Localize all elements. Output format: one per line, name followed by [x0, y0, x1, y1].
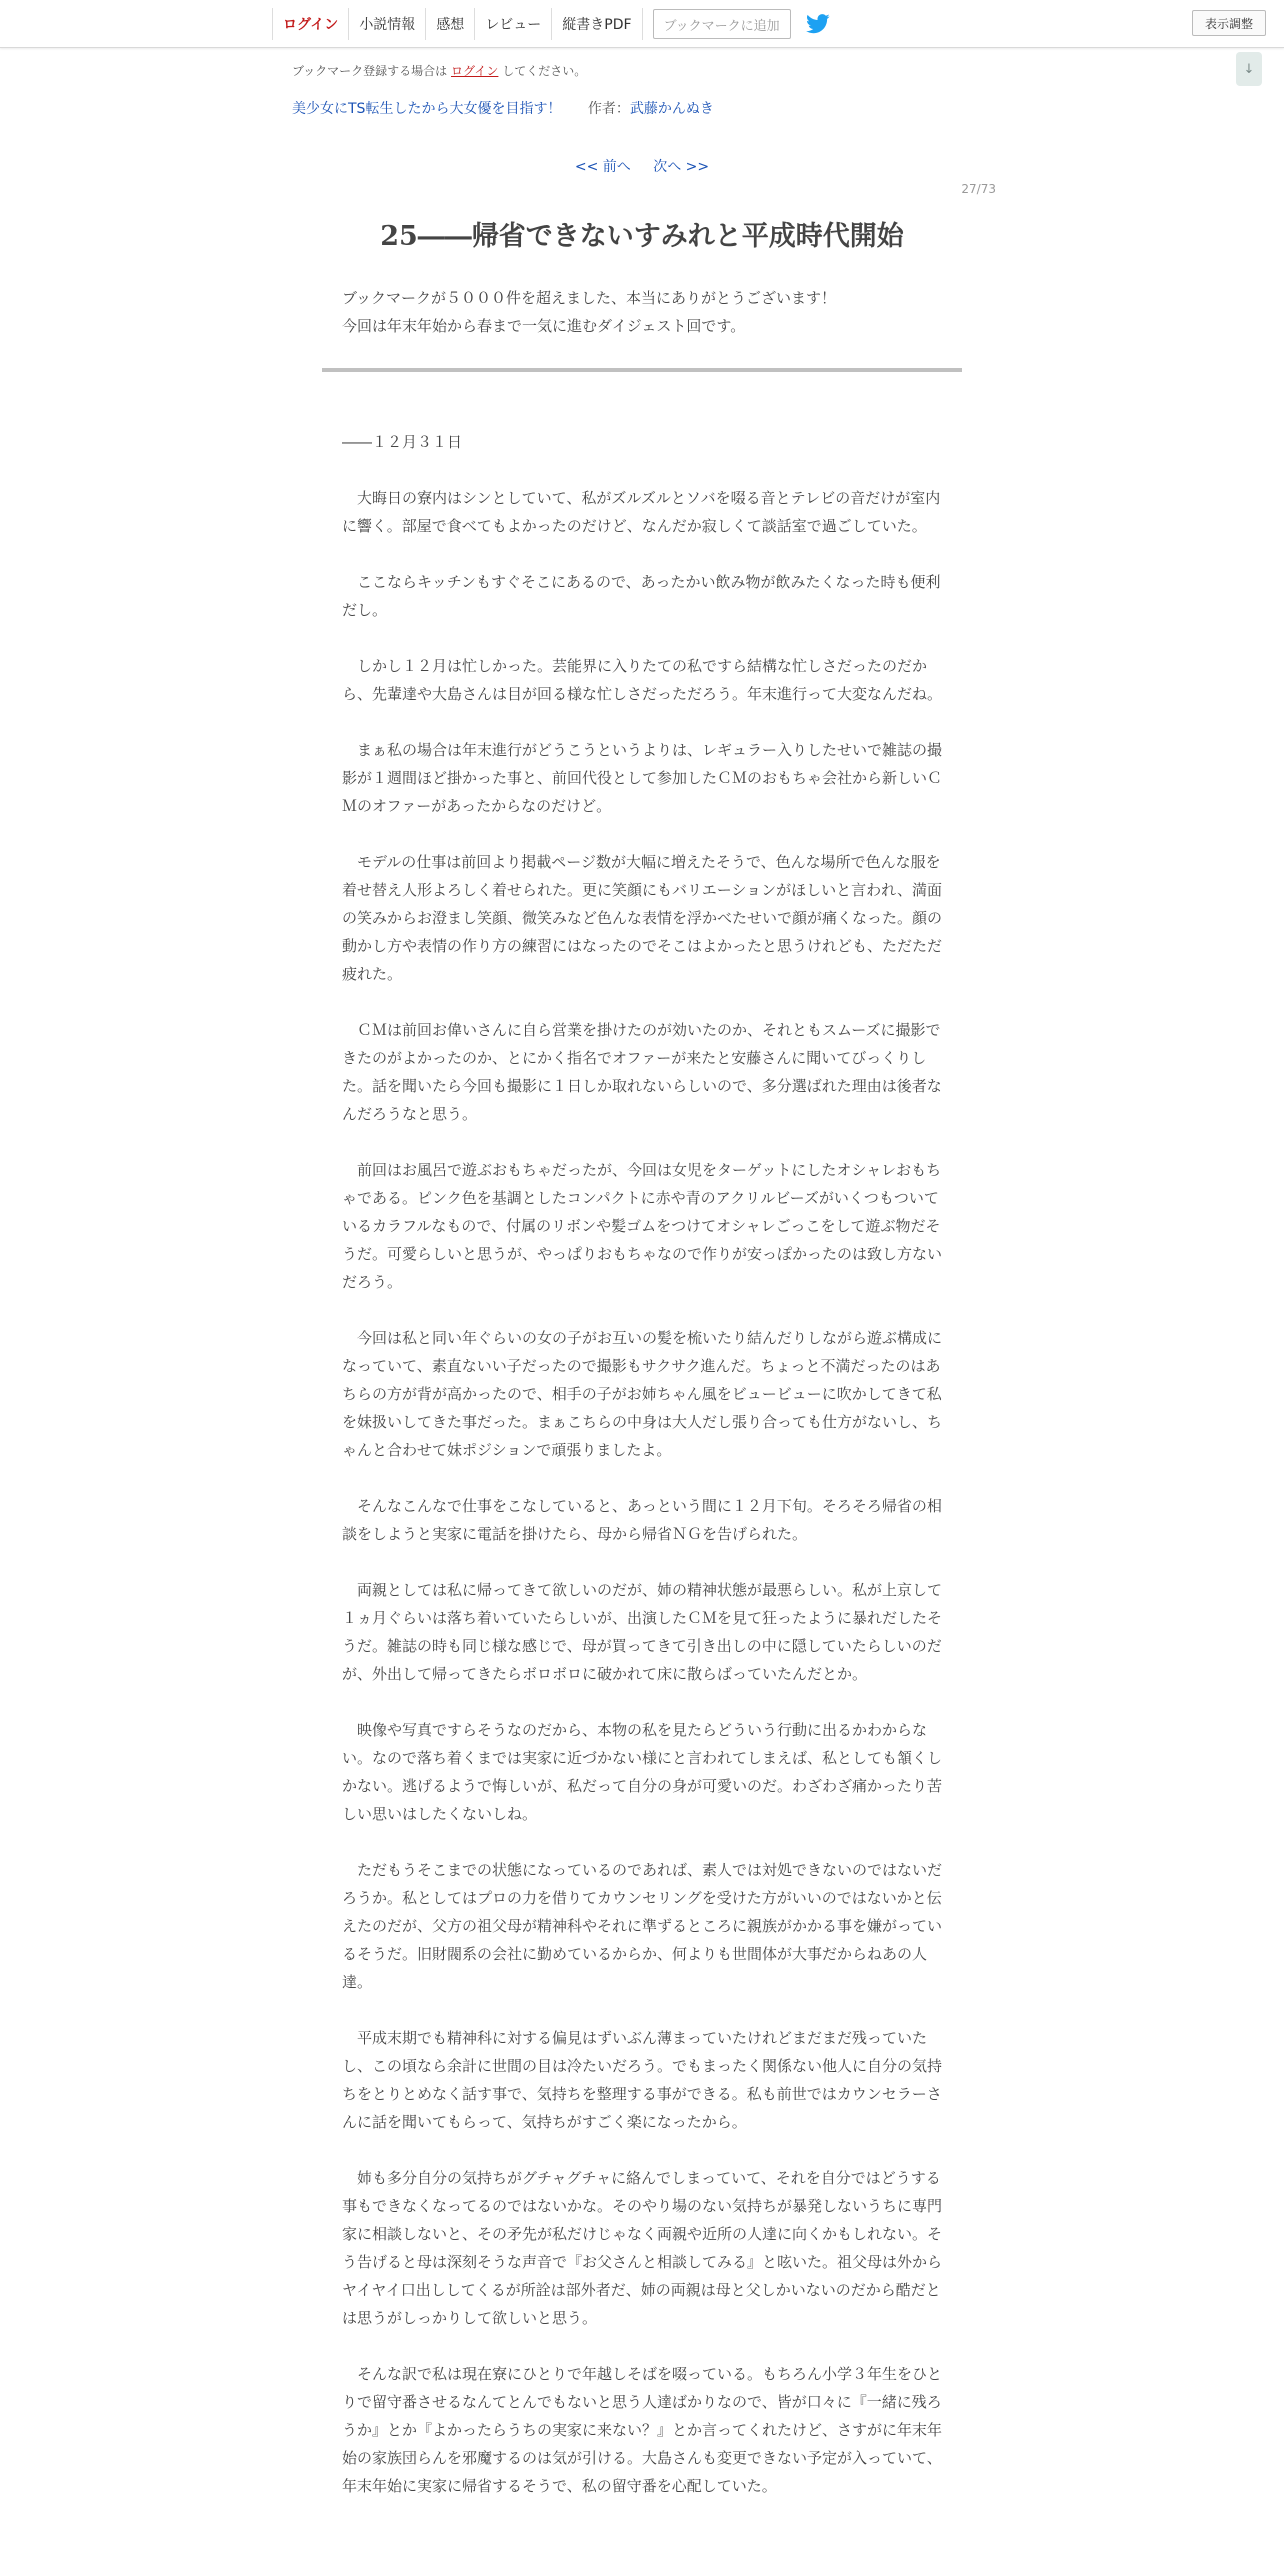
body-paragraph: 平成末期でも精神科に対する偏見はずいぶん薄まっていたけれどまだまだ残っていたし、この頃なら余計に世間の目は冷たいだろう。でもまったく関係ない他人に自分の気持ちをとりとめなく話す事で、気持ちを整理する事ができる。私も前世ではカウンセラーさんに話を聞いてもらって、気持ちがすごく楽になったから。 [342, 2029, 943, 2131]
pager [0, 156, 1284, 176]
body-paragraph: 大晦日の寮内はシンとしていて、私がズルズルとソバを啜る音とテレビの音だけが室内に響く。部屋で食べてもよかったのだけど、なんだか寂しくて談話室で過ごしていた。 [342, 489, 941, 535]
preface-line: ブックマークが５０００件を超えました、本当にありがとうございます！ [342, 289, 836, 307]
body-paragraph: しかし１２月は忙しかった。芸能界に入りたての私ですら結構な忙しさだったのだから、先輩達や大島さんは目が回る様な忙しさだっただろう。年末進行って大変なんだね。 [342, 657, 943, 703]
notice-prefix: ブックマーク登録する場合は [292, 64, 448, 78]
body-paragraph: そんなこんなで仕事をこなしていると、あっという間に１２月下旬。そろそろ帰省の相談をしようと実家に電話を掛けたら、母から帰省ＮＧを告げられた。 [342, 1497, 942, 1543]
notice-suffix: してください。 [502, 64, 587, 78]
next-page-link[interactable]: 次へ >> [653, 159, 710, 175]
scroll-down-tab[interactable]: ↓ [1236, 52, 1262, 86]
twitter-bird-icon[interactable] [805, 13, 831, 35]
login-link[interactable]: ログイン [272, 8, 348, 40]
chapter-body [342, 428, 942, 2528]
notice-login-link[interactable]: ログイン [451, 64, 499, 78]
body-paragraph: 姉も多分自分の気持ちがグチャグチャに絡んでしまっていて、それを自分ではどうする事もできなくなってるのではないかな。そのやり場のない気持ちが暴発しないうちに専門家に相談しないと、その矛先が私だけじゃなく両親や近所の人達に向くかもしれない。そう告げると母は深刻そうな声音で『お父さんと相談してみる』と呟いた。祖父母は外からヤイヤイ口出ししてくるが所詮は部外者だ、姉の両親は母と父しかいないのだから酷だとは思うがしっかりして欲しいと思う。 [342, 2169, 943, 2327]
body-paragraph: ここならキッチンもすぐそこにあるので、あったかい飲み物が飲みたくなった時も便利だし。 [342, 573, 941, 619]
chapter-preface [342, 284, 942, 340]
body-paragraph: ＣＭは前回お偉いさんに自ら営業を掛けたのが効いたのか、それともスムーズに撮影できたのがよかったのか、とにかく指名でオファーが来たと安藤さんに聞いてびっくりした。話を聞いたら今回も撮影に１日しか取れないらしいので、多分選ばれた理由は後者なんだろうなと思う。 [342, 1021, 942, 1123]
novel-meta [292, 98, 714, 118]
body-paragraph: 前回はお風呂で遊ぶおもちゃだったが、今回は女児をターゲットにしたオシャレおもちゃである。ピンク色を基調としたコンパクトに赤や青のアクリルビーズがいくつもついているカラフルなもので、付属のリボンや髪ゴムをつけてオシャレごっこをして遊ぶ物だそうだ。可愛らしいと思うが、やっぱりおもちゃなので作りが安っぽかったのは致し方ないだろう。 [342, 1161, 943, 1291]
body-paragraph: 映像や写真ですらそうなのだから、本物の私を見たらどういう行動に出るかわからない。なので落ち着くまでは実家に近づかない様にと言われてしまえば、私としても頷くしかない。逃げるようで悔しいが、私だって自分の身が可愛いのだ。わざわざ痛かったり苦しい思いはしたくないしね。 [342, 1721, 943, 1823]
display-adjust-button[interactable]: 表示調整 [1192, 10, 1266, 36]
body-paragraph: モデルの仕事は前回より掲載ページ数が大幅に増えたそうで、色んな場所で色んな服を着せ替え人形よろしく着せられた。更に笑顔にもバリエーションがほしいと言われ、満面の笑みからお澄まし笑顔、微笑みなど色んな表情を浮かべたせいで顔が痛くなった。顔の動かし方や表情の作り方の練習にはなったのでそこはよかったと思うけれども、ただただ疲れた。 [342, 853, 943, 983]
top-bar [0, 0, 1284, 48]
preface-line: 今回は年末年始から春まで一気に進むダイジェスト回です。 [342, 317, 746, 335]
bookmark-notice [292, 62, 586, 79]
novel-title-link[interactable]: 美少女にTS転生したから大女優を目指す！ [292, 101, 562, 117]
prev-page-link[interactable]: << 前へ [574, 159, 631, 175]
preface-divider [322, 368, 962, 372]
vertical-pdf-link[interactable]: 縦書きPDF [551, 8, 642, 40]
author-label: 作者： [587, 101, 630, 117]
body-paragraph: ――１２月３１日 [342, 433, 463, 451]
add-bookmark-button[interactable]: ブックマークに追加 [653, 9, 791, 39]
author-link[interactable]: 武藤かんぬき [629, 101, 714, 117]
review-link[interactable]: レビュー [474, 8, 551, 40]
body-paragraph: そんな訳で私は現在寮にひとりで年越しそばを啜っている。もちろん小学３年生をひとりで留守番させるなんてとんでもないと思う人達ばかりなので、皆が口々に『一緒に残ろうか』とか『よかったらうちの実家に来ない？』とか言ってくれたけど、さすがに年末年始の家族団らんを邪魔するのは気が引ける。大島さんも変更できない予定が入っていて、年末年始に実家に帰省するそうで、私の留守番を心配していた。 [342, 2365, 943, 2495]
novel-info-link[interactable]: 小説情報 [348, 8, 425, 40]
chapter-title: 25――帰省できないすみれと平成時代開始 [380, 221, 904, 252]
body-paragraph: ただもうそこまでの状態になっているのであれば、素人では対処できないのではないだろうか。私としてはプロの力を借りてカウンセリングを受けた方がいいのではないかと伝えたのだが、父方の祖父母が精神科やそれに準ずるところに親族がかかる事を嫌がっているそうだ。旧財閥系の会社に勤めているからか、何よりも世間体が大事だからねあの人達。 [342, 1861, 943, 1991]
impressions-link[interactable]: 感想 [425, 8, 474, 40]
body-paragraph: まぁ私の場合は年末進行がどうこうというよりは、レギュラー入りしたせいで雑誌の撮影が１週間ほど掛かった事と、前回代役として参加したＣＭのおもちゃ会社から新しいＣＭのオファーがあったからなのだけど。 [342, 741, 943, 815]
body-paragraph: 今回は私と同い年ぐらいの女の子がお互いの髪を梳いたり結んだりしながら遊ぶ構成になっていて、素直ないい子だったので撮影もサクサク進んだ。ちょっと不満だったのはあちらの方が背が高かったので、相手の子がお姉ちゃん風をビュービューに吹かしてきて私を妹扱いしてきた事だった。まぁこちらの中身は大人だし張り合っても仕方がないし、ちゃんと合わせて妹ポジションで頑張りましたよ。 [342, 1329, 943, 1459]
body-paragraph: 両親としては私に帰ってきて欲しいのだが、姉の精神状態が最悪らしい。私が上京して１ヵ月ぐらいは落ち着いていたらしいが、出演したＣＭを見て狂ったように暴れだしたそうだ。雑誌の時も同じ様な感じで、母が買ってきて引き出しの中に隠していたらしいのだが、外出して帰ってきたらボロボロに破かれて床に散らばっていたんだとか。 [342, 1581, 943, 1683]
header-nav [272, 8, 831, 40]
page-count: 27/73 [961, 182, 996, 196]
